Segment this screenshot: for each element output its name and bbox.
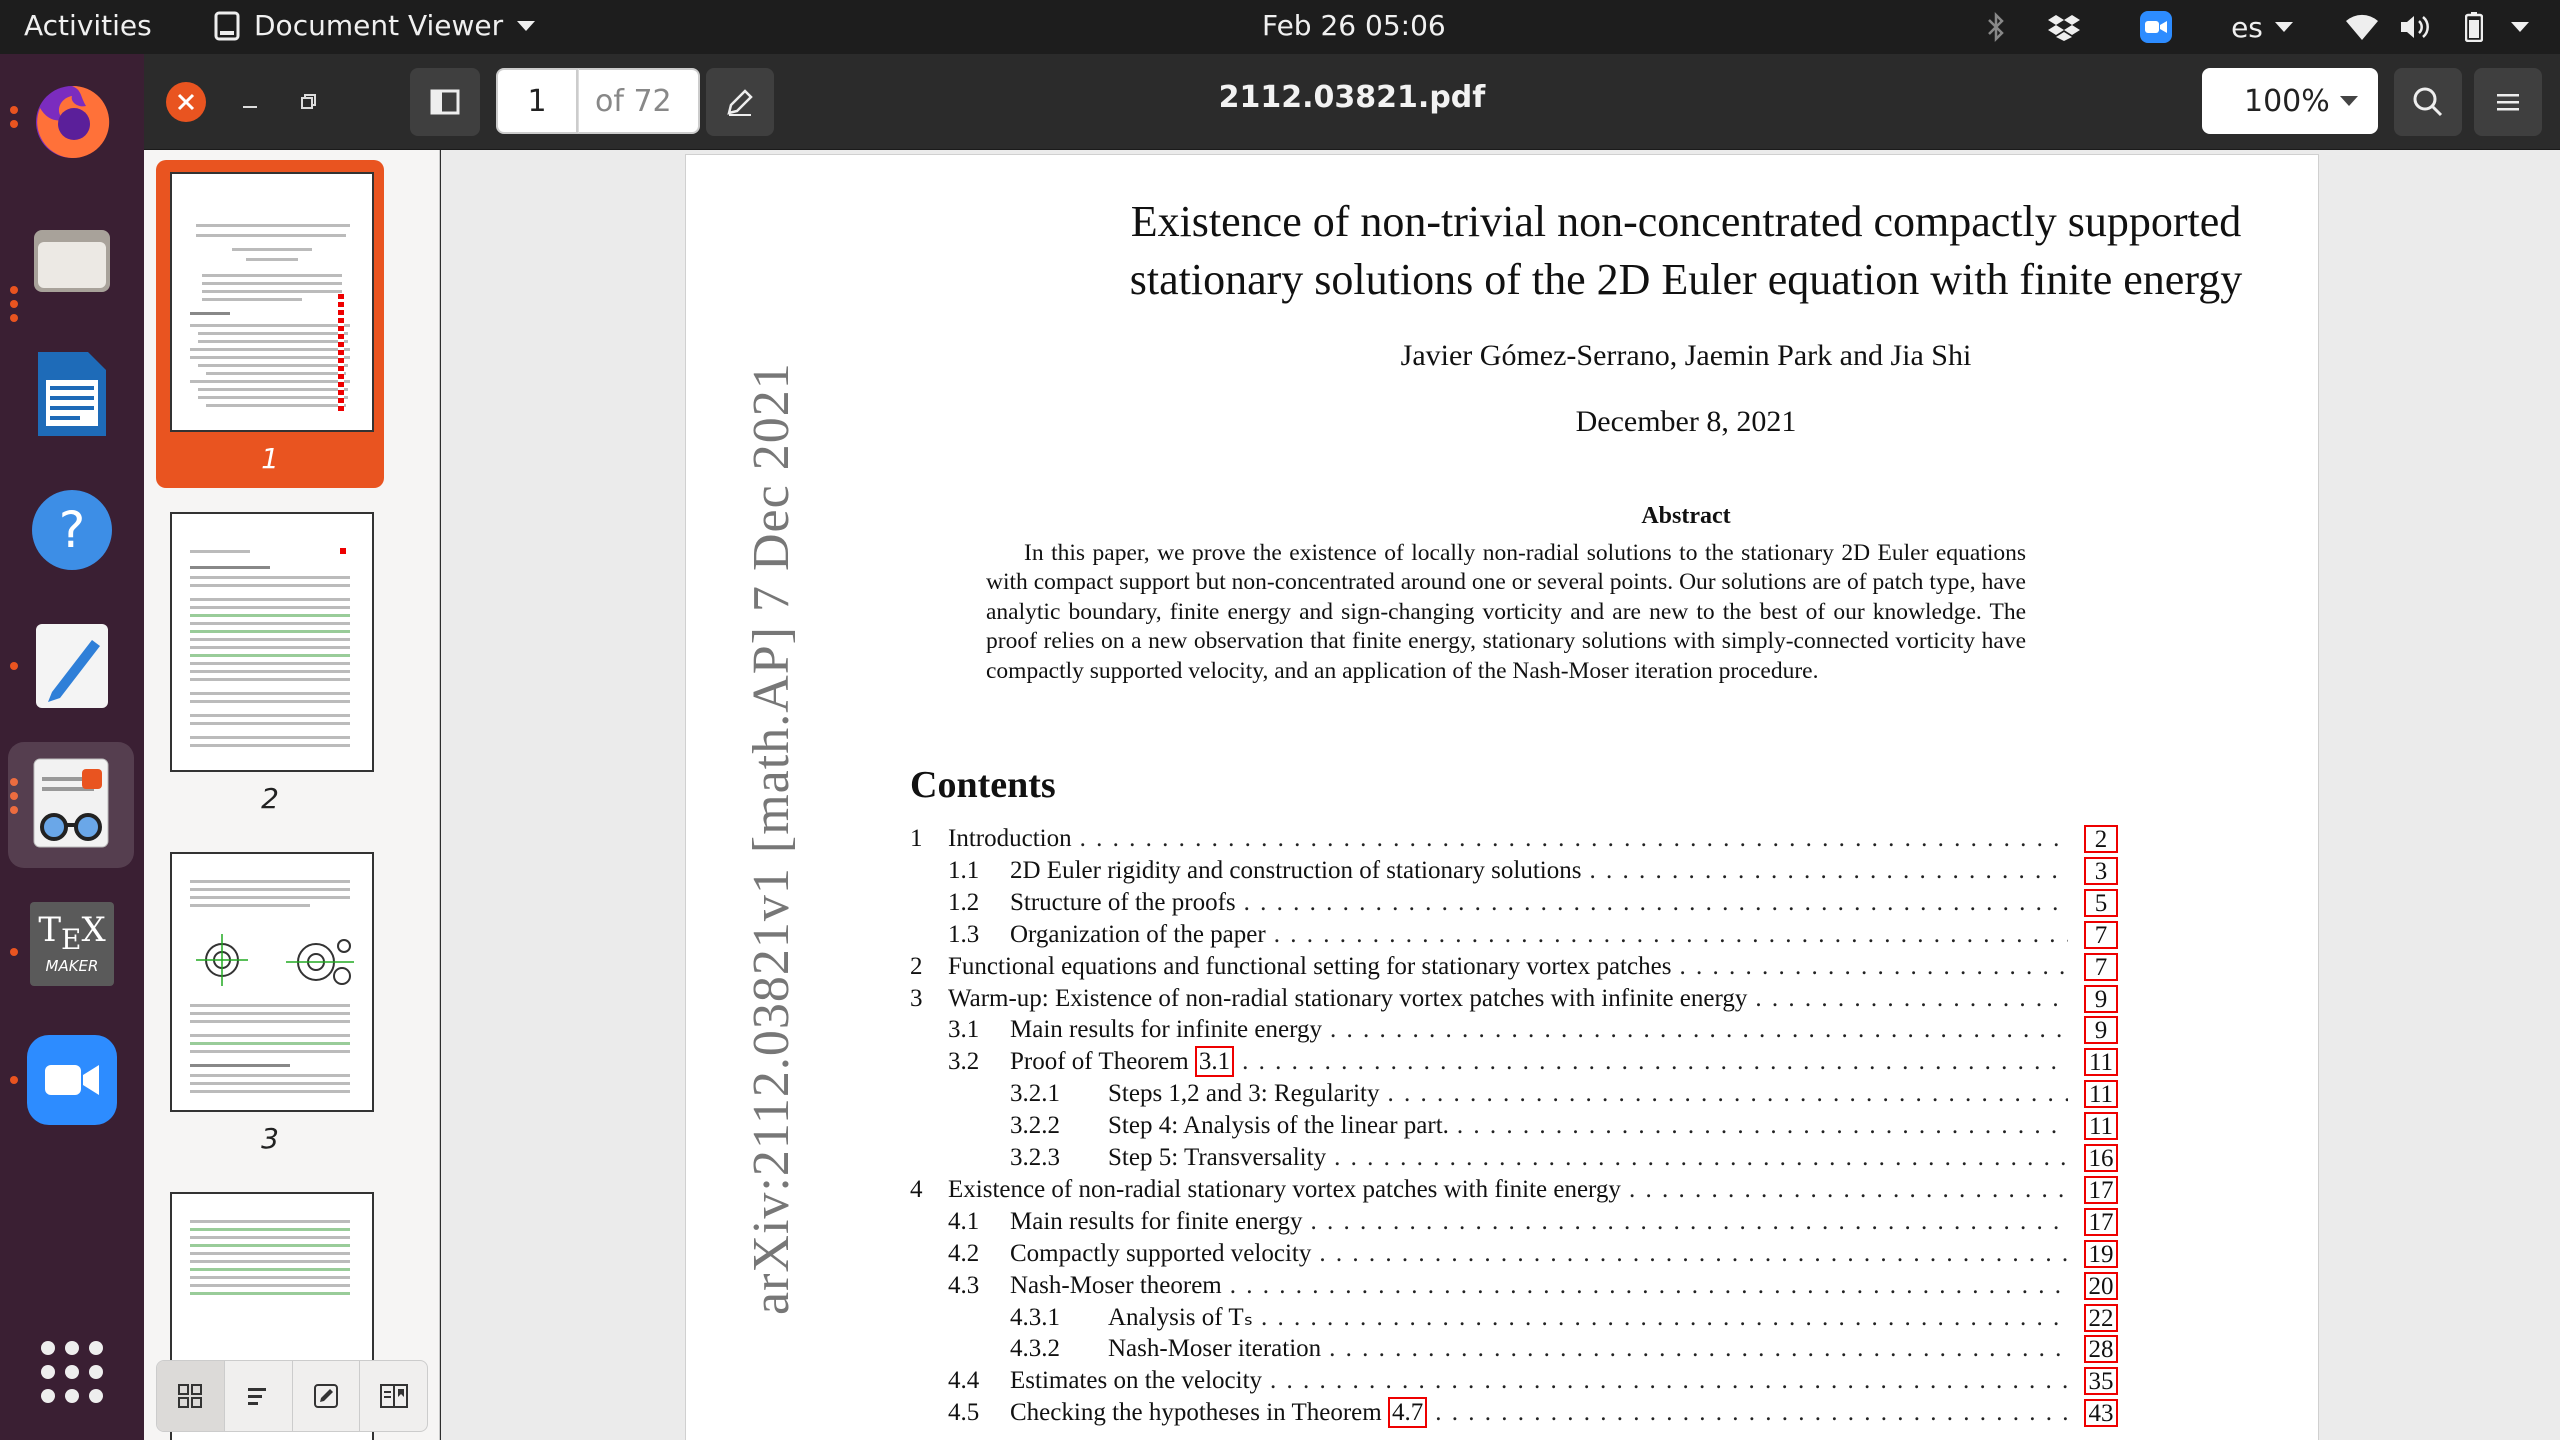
toc-entry[interactable] [910, 1110, 2118, 1142]
chevron-down-icon [2275, 22, 2293, 32]
toc-page-link[interactable]: 7 [2084, 953, 2118, 981]
toc-page-link[interactable]: 11 [2084, 1048, 2118, 1076]
toc-page-link[interactable]: 9 [2084, 985, 2118, 1013]
toc-entry-title: Existence of non-radial stationary vortex patches with finite energy [948, 1175, 1621, 1203]
page-thumbnail[interactable] [156, 160, 384, 488]
running-indicator [10, 106, 18, 114]
app-grid-icon [40, 1340, 104, 1404]
sidebar-icon [430, 89, 460, 115]
wifi-icon[interactable] [2340, 0, 2384, 54]
show-applications-button[interactable] [24, 1324, 120, 1420]
toc-entry[interactable] [910, 1270, 2118, 1302]
input-language-menu[interactable] [2212, 0, 2312, 54]
toc-leader-dots [1266, 919, 2068, 951]
toc-entry-number: 4 [910, 1175, 923, 1203]
page-thumbnail[interactable] [156, 840, 384, 1168]
abstract-heading: Abstract [1641, 503, 1731, 529]
toc-leader-dots [1253, 1302, 2068, 1334]
pencil-icon [725, 87, 755, 117]
toc-leader-dots [1262, 1365, 2068, 1397]
zoom-icon [27, 1035, 117, 1125]
toc-entry[interactable] [910, 1142, 2118, 1174]
thumbnail-page-number: 1 [261, 442, 279, 475]
toc-entry[interactable] [910, 1174, 2118, 1206]
toc-entry-title: Estimates on the velocity [1010, 1367, 1263, 1395]
main-menu-button[interactable] [2474, 68, 2542, 136]
folder-icon [30, 216, 114, 300]
thumbnail-page-number: 3 [261, 1122, 279, 1155]
toc-entry[interactable] [910, 1046, 2118, 1078]
document-viewer-icon [30, 757, 112, 853]
toc-page-link[interactable]: 17 [2084, 1208, 2118, 1236]
toc-page-link[interactable]: 2 [2084, 825, 2118, 853]
document-view[interactable] [441, 150, 2560, 1440]
toc-page-link[interactable]: 9 [2084, 1016, 2118, 1044]
toc-entry-number: 1.2 [948, 888, 980, 916]
toc-entry[interactable] [910, 951, 2118, 983]
annotation-icon [313, 1383, 339, 1409]
toc-entry-title: Main results for finite energy [1010, 1207, 1303, 1235]
toc-entry-number: 4.3.2 [1010, 1335, 1060, 1363]
toc-entry-number: 4.4 [948, 1367, 980, 1395]
document-title: 2112.03821.pdf [1218, 80, 1486, 115]
toc-entry[interactable] [910, 1302, 2118, 1334]
toc-entry-number: 3 [910, 984, 923, 1012]
text-editor-launcher[interactable] [24, 618, 120, 714]
toc-entry-number: 4.5 [948, 1399, 980, 1427]
header-bar [144, 54, 2560, 150]
activities-button[interactable]: Activities [24, 9, 152, 42]
chevron-down-icon [2511, 22, 2529, 32]
toc-entry-title: Functional equations and functional setting for stationary vortex patches [948, 952, 1672, 980]
toc-leader-dots [1380, 1078, 2069, 1110]
running-indicator [10, 1076, 18, 1084]
toc-entry-title: Main results for infinite energy [1010, 1016, 1322, 1044]
volume-icon[interactable] [2394, 0, 2438, 54]
search-icon [2412, 86, 2444, 118]
dropbox-icon[interactable] [2044, 0, 2084, 54]
dock [0, 54, 144, 1440]
tab-outline[interactable] [225, 1361, 293, 1431]
toc-leader-dots [1427, 1397, 2068, 1429]
document-viewer-icon [214, 11, 240, 41]
paper-title-line: stationary solutions of the 2D Euler equation with finite energy [1129, 255, 2243, 304]
pdf-page [685, 154, 2319, 1440]
toc-entry-number: 1.3 [948, 920, 980, 948]
toc-leader-dots [1321, 1333, 2068, 1365]
paper-title-line: Existence of non-trivial non-concentrated compactly supported [1130, 197, 2242, 246]
help-icon [29, 487, 115, 573]
running-indicator [10, 120, 18, 128]
toc-leader-dots [1621, 1174, 2068, 1206]
paper-title [806, 193, 2560, 309]
zoom-tray-icon[interactable] [2136, 0, 2176, 54]
toc-entry-title: Nash-Moser iteration [1108, 1335, 1322, 1363]
toc-entry-number: 4.3.1 [1010, 1303, 1060, 1331]
toc-entry-number: 3.2 [948, 1048, 980, 1076]
thumbnail-sidebar [144, 150, 440, 1440]
toc-entry-number: 3.1 [948, 1016, 980, 1044]
toc-entry[interactable] [910, 887, 2118, 919]
toc-entry[interactable] [910, 1014, 2118, 1046]
toc-page-link[interactable]: 22 [2084, 1304, 2118, 1332]
restore-icon [298, 92, 318, 112]
close-icon [165, 81, 207, 123]
abstract-text: In this paper, we prove the existence of locally non-radial solutions to the stationary 2D Euler equations with compact support but non-concentrated around one or several points. Our solutions are of patch type, have analytic boundary, finite energy and sign-changing vorticity and are new to the best of our knowledge. The proof relies on a new observation that finite energy, stationary solutions with simply-connected vorticity have compactly supported velocity, and an application of the Nash-Moser iteration procedure. [986, 540, 2026, 684]
tab-bookmarks[interactable] [360, 1361, 427, 1431]
toc-page-link[interactable]: 19 [2084, 1240, 2118, 1268]
toc-leader-dots [1326, 1142, 2068, 1174]
toc-entry-number: 4.3 [948, 1271, 980, 1299]
toc-entry[interactable] [910, 983, 2118, 1015]
sidebar-view-switcher [156, 1360, 428, 1432]
toc-entry-title: Analysis of Tₛ [1108, 1303, 1253, 1331]
close-window-button[interactable] [162, 68, 210, 136]
running-indicator [10, 300, 18, 308]
toc-entry-title: Step 4: Analysis of the linear part. [1108, 1112, 1449, 1140]
running-indicator [10, 662, 18, 670]
tab-thumbnails[interactable] [157, 1361, 225, 1431]
thumbnail-page-number: 2 [261, 782, 279, 815]
toc-entry-title: Nash-Moser theorem [1010, 1271, 1222, 1299]
toc-entry-number: 2 [910, 952, 923, 980]
bookmarks-icon [379, 1383, 409, 1409]
toc-leader-dots [1303, 1206, 2068, 1238]
paper-date: December 8, 2021 [1575, 405, 1797, 438]
texmaker-launcher[interactable] [24, 896, 120, 992]
app-menu-label: Document Viewer [254, 9, 504, 42]
toc-leader-dots [1222, 1270, 2068, 1302]
page-count-label: of 72 [578, 68, 700, 134]
toc-leader-dots [1581, 855, 2068, 887]
toc-page-link[interactable]: 5 [2084, 889, 2118, 917]
toc-entry-number: 4.1 [948, 1207, 980, 1235]
toc-entry-number: 3.2.2 [1010, 1112, 1060, 1140]
toc-entry[interactable] [910, 919, 2118, 951]
toc-page-link[interactable]: 7 [2084, 921, 2118, 949]
running-indicator [10, 286, 18, 294]
top-bar [0, 0, 2560, 54]
running-indicator [10, 948, 18, 956]
writer-icon [34, 350, 110, 438]
arxiv-stamp: arXiv:2112.03821v1 [math.AP] 7 Dec 2021 [743, 362, 800, 1315]
toc-entry-number: 3.2.1 [1010, 1080, 1060, 1108]
minimize-button[interactable] [226, 68, 274, 136]
toc-entry-number: 3.2.3 [1010, 1144, 1060, 1171]
tab-annotations[interactable] [293, 1361, 361, 1431]
texmaker-icon: $T_EX$ MAKER [30, 902, 114, 986]
toc-entry[interactable] [910, 1365, 2118, 1397]
hamburger-icon [2495, 91, 2521, 113]
maximize-button[interactable] [284, 68, 332, 136]
toc-entry[interactable] [910, 1238, 2118, 1270]
outline-icon [245, 1383, 271, 1409]
zoom-level: 100% [2244, 83, 2330, 119]
toc-page-link[interactable]: 20 [2084, 1272, 2118, 1300]
toc-entry-title: Proof of Theorem 3.1 [1010, 1046, 1234, 1078]
grid-icon [177, 1383, 203, 1409]
toc-entry[interactable] [910, 1333, 2118, 1365]
toc-leader-dots [1311, 1238, 2068, 1270]
battery-icon[interactable] [2456, 0, 2492, 54]
toc-entry[interactable] [910, 1206, 2118, 1238]
toc-entry-title: Compactly supported velocity [1010, 1239, 1312, 1267]
zoom-select[interactable] [2202, 68, 2378, 134]
toc-entry-title: Step 5: Transversality [1108, 1144, 1327, 1171]
paper-authors: Javier Gómez-Serrano, Jaemin Park and Jia Shi [1400, 339, 1972, 372]
toc-entry-title: 2D Euler rigidity and construction of stationary solutions [1010, 856, 1582, 884]
svg-text:?: ? [58, 501, 86, 559]
toc-page-link[interactable]: 17 [2084, 1176, 2118, 1204]
toc-leader-dots [1322, 1014, 2068, 1046]
thumbnail-image [170, 852, 374, 1112]
toc-entry-title: Structure of the proofs [1010, 888, 1236, 916]
document-viewer-launcher[interactable] [8, 742, 134, 868]
toc-entry[interactable] [910, 1078, 2118, 1110]
toc-entry-number: 4.2 [948, 1239, 980, 1267]
toc-page-link[interactable]: 28 [2084, 1335, 2118, 1363]
libreoffice-writer-launcher[interactable] [24, 346, 120, 442]
toc-entry-number: 1.1 [948, 856, 980, 884]
firefox-icon [30, 78, 114, 162]
page-number-input[interactable]: 1 [496, 68, 578, 134]
minimize-icon [240, 92, 260, 112]
files-launcher[interactable] [24, 210, 120, 306]
toc-entry-title: Introduction [948, 825, 1072, 852]
contents-heading: Contents [910, 764, 1056, 806]
theorem-reference-link[interactable]: 3.1 [1195, 1046, 1234, 1077]
toc-entry[interactable] [910, 1397, 2118, 1429]
bluetooth-icon[interactable] [1978, 0, 2014, 54]
annotate-button[interactable] [706, 68, 774, 136]
toc-entry[interactable] [910, 855, 2118, 887]
help-launcher[interactable] [24, 482, 120, 578]
running-indicator [10, 314, 18, 322]
toc-page-link[interactable]: 3 [2084, 857, 2118, 885]
toc-leader-dots [1234, 1046, 2068, 1078]
toc-entry-number: 1 [910, 825, 923, 852]
theorem-reference-link[interactable]: 4.7 [1388, 1397, 1427, 1428]
toc-entry-title: Warm-up: Existence of non-radial stationary vortex patches with infinite energy [948, 984, 1748, 1012]
toc-leader-dots [1747, 983, 2068, 1015]
toc-entry-title: Checking the hypotheses in Theorem 4.7 [1010, 1397, 1427, 1429]
thumbnail-image [170, 512, 374, 772]
toc-page-link[interactable]: 11 [2084, 1112, 2118, 1140]
text-editor-icon [34, 622, 110, 710]
toc-page-link[interactable]: 16 [2084, 1144, 2118, 1172]
page-thumbnail[interactable] [156, 500, 384, 828]
toc-page-link[interactable]: 11 [2084, 1080, 2118, 1108]
toc-entry-title: Steps 1,2 and 3: Regularity [1108, 1080, 1380, 1108]
chevron-down-icon [2340, 96, 2358, 106]
firefox-launcher[interactable] [24, 72, 120, 168]
thumbnail-image [170, 172, 374, 432]
toc-page-link[interactable]: 43 [2084, 1399, 2118, 1427]
app-menu[interactable] [214, 9, 535, 42]
toggle-sidebar-button[interactable] [410, 68, 480, 136]
toc-leader-dots [1449, 1110, 2068, 1142]
toc-leader-dots [1236, 887, 2068, 919]
toc-leader-dots [1671, 951, 2068, 983]
toc-entry-title: Organization of the paper [1010, 920, 1266, 948]
clock[interactable]: Feb 26 05:06 [1262, 9, 1446, 42]
chevron-down-icon [517, 21, 535, 31]
system-menu[interactable] [2500, 0, 2540, 54]
toc-leader-dots [1072, 823, 2068, 855]
toc-page-link[interactable]: 35 [2084, 1367, 2118, 1395]
language-label: es [2231, 10, 2263, 44]
toc-entry[interactable] [910, 823, 2118, 855]
zoom-launcher[interactable] [24, 1032, 120, 1128]
search-button[interactable] [2394, 68, 2462, 136]
